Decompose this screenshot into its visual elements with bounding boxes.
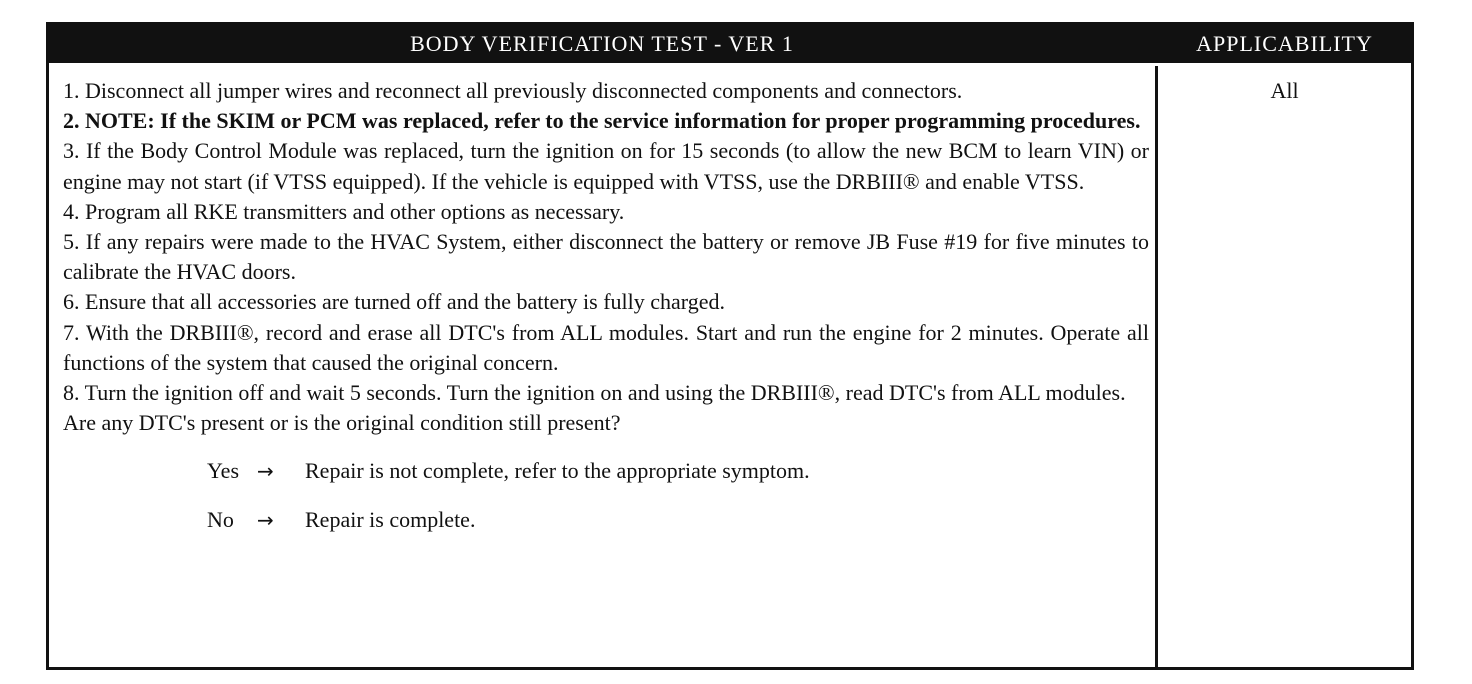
answer-yes xyxy=(207,456,1149,505)
step-1: 1. Disconnect all jumper wires and reconnect all previously disconnected components and connectors. xyxy=(63,78,963,103)
step-5: 5. If any repairs were made to the HVAC System, either disconnect the battery or remove JB Fuse #19 for five minutes to calibrate the HVAC doors. xyxy=(63,229,1149,285)
question: Are any DTC's present or is the original condition still present? xyxy=(63,410,621,436)
step-8: 8. Turn the ignition off and wait 5 seconds. Turn the ignition on and using the DRBIII®, read DTC's from ALL modules. xyxy=(63,380,1126,406)
applicability-cell: All xyxy=(1270,78,1299,103)
arrow-right-icon: → xyxy=(257,508,274,533)
answer-key-no: No xyxy=(207,507,234,533)
answer-key-yes: Yes xyxy=(207,458,240,484)
step-3: 3. If the Body Control Module was replaced, turn the ignition on for 15 seconds (to allow the new BCM to learn VIN) or engine may not start (if VTSS equipped). If the vehicle is equipped with VTSS, use the DRBIII® and enable VTSS. xyxy=(63,138,1149,194)
step-7: 7. With the DRBIII®, record and erase all DTC's from ALL modules. Start and run the engine for 2 minutes. Operate all functions of the system that caused the original concern. xyxy=(63,319,1149,375)
step-4: 4. Program all RKE transmitters and other options as necessary. xyxy=(63,198,625,224)
answer-text-no: Repair is complete. xyxy=(305,507,476,533)
answer-list xyxy=(63,456,1149,554)
test-title-header: BODY VERIFICATION TEST - VER 1 xyxy=(49,25,1155,63)
test-procedure-cell xyxy=(49,66,1155,667)
answer-no xyxy=(207,505,1149,554)
applicability-header: APPLICABILITY xyxy=(1158,25,1411,63)
verification-test-table xyxy=(46,22,1414,670)
step-2-note: 2. NOTE: If the SKIM or PCM was replaced, refer to the service information for proper programming procedures. xyxy=(63,108,1141,134)
answer-text-yes: Repair is not complete, refer to the appropriate symptom. xyxy=(305,458,810,484)
arrow-right-icon: → xyxy=(257,459,274,484)
step-6: 6. Ensure that all accessories are turned off and the battery is fully charged. xyxy=(63,289,725,315)
